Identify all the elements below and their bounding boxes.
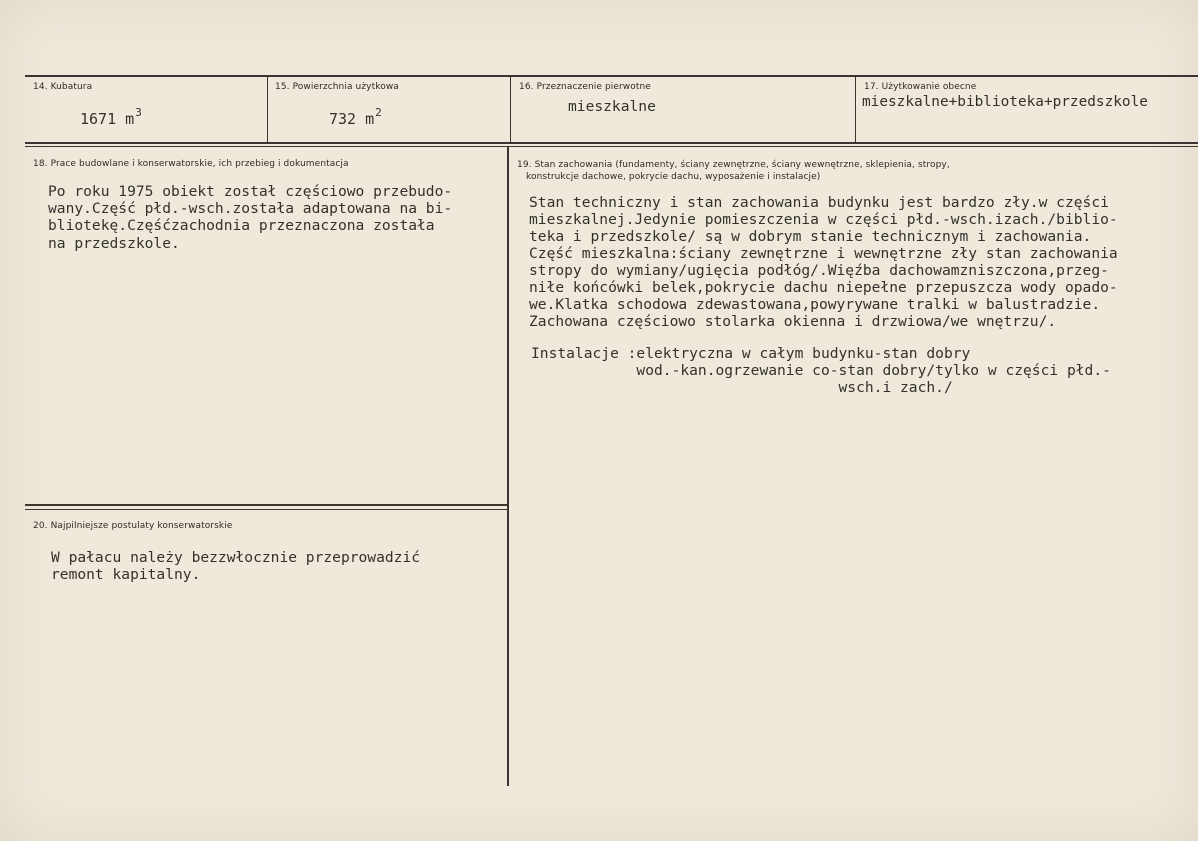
condition-label-line2: konstrukcje dachowe, pokrycie dachu, wyposażenie i instalacje) (526, 172, 821, 182)
area-unit-exponent: 2 (375, 106, 382, 119)
installations-line: wod.-kan.ogrzewanie co-stan dobry/tylko w części płd.- (531, 362, 1111, 379)
divider-15-16 (510, 75, 511, 144)
postulates-line: W pałacu należy bezzwłocznie przeprowadzić (51, 549, 421, 566)
original-use-value: mieszkalne (568, 98, 656, 115)
cubature-number: 1671 m (80, 110, 135, 128)
field20-top-rule (25, 504, 507, 506)
condition-line: niłe końcówki belek,pokrycie dachu niepełne przepuszcza wody opado- (529, 279, 1118, 296)
top-rule (25, 75, 1198, 77)
installations-line: Instalacje :elektryczna w całym budynku-stan dobry (531, 345, 971, 362)
condition-line: stropy do wymiany/ugięcia podłóg/.Więźba dachowamzniszczona,przeg- (529, 262, 1109, 279)
divider-main (507, 146, 509, 786)
cubature-label: 14. Kubatura (33, 82, 93, 92)
area-number: 732 m (329, 110, 375, 128)
works-line: bliotekę.Częśćzachodnia przeznaczona została (48, 217, 435, 234)
area-value (329, 104, 382, 128)
row1-bottom-rule-2 (25, 146, 1198, 147)
current-use-value: mieszkalne+biblioteka+przedszkole (862, 94, 1148, 110)
cubature-value (80, 104, 142, 128)
divider-16-17 (855, 75, 856, 144)
works-label: 18. Prace budowlane i konserwatorskie, ich przebieg i dokumentacja (33, 159, 349, 169)
condition-line: teka i przedszkole/ są w dobrym stanie technicznym i zachowania. (529, 228, 1092, 245)
field20-top-rule-2 (25, 509, 507, 510)
cubature-unit-exponent: 3 (135, 106, 142, 119)
works-line: wany.Część płd.-wsch.została adaptowana na bi- (48, 200, 453, 217)
condition-line: mieszkalnej.Jedynie pomieszczenia w części płd.-wsch.izach./biblio- (529, 211, 1118, 228)
current-use-label: 17. Użytkowanie obecne (864, 82, 977, 92)
installations-line: wsch.i zach./ (531, 379, 953, 396)
works-line: Po roku 1975 obiekt został częściowo przebudo- (48, 183, 453, 200)
original-use-label: 16. Przeznaczenie pierwotne (519, 82, 651, 92)
condition-label-line1: 19. Stan zachowania (fundamenty, ściany zewnętrzne, ściany wewnętrzne, sklepienia, stropy, (517, 160, 950, 170)
area-label: 15. Powierzchnia użytkowa (275, 82, 399, 92)
condition-line: Stan techniczny i stan zachowania budynku jest bardzo zły.w części (529, 194, 1109, 211)
condition-line: we.Klatka schodowa zdewastowana,powyrywane tralki w balustradzie. (529, 296, 1101, 313)
postulates-label: 20. Najpilniejsze postulaty konserwatorskie (33, 521, 233, 531)
postulates-line: remont kapitalny. (51, 566, 201, 583)
condition-line: Zachowana częściowo stolarka okienna i drzwiowa/we wnętrzu/. (529, 313, 1057, 330)
divider-14-15 (267, 75, 268, 144)
condition-line: Część mieszkalna:ściany zewnętrzne i wewnętrzne zły stan zachowania (529, 245, 1118, 262)
works-line: na przedszkole. (48, 235, 180, 252)
row1-bottom-rule (25, 142, 1198, 144)
